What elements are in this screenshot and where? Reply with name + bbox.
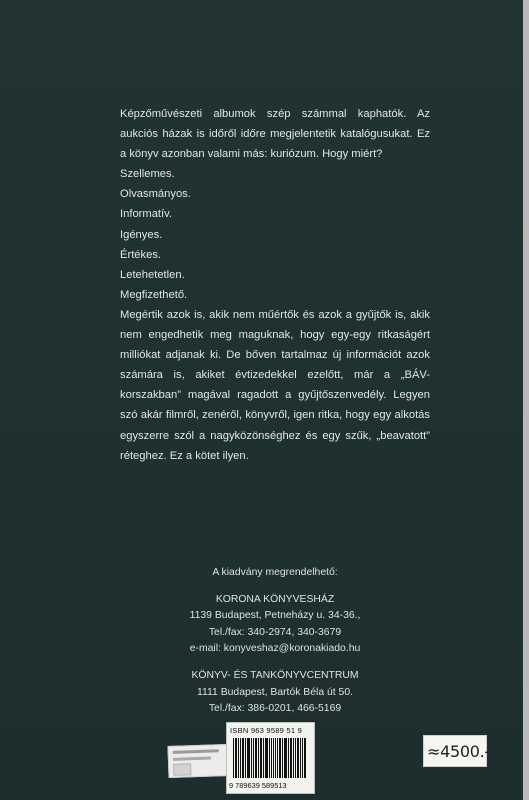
quality-line: Letehetetlen. xyxy=(120,268,185,281)
ordering-info xyxy=(160,565,390,718)
isbn-label: ISBN 963 9589 51 9 xyxy=(230,726,302,735)
quality-line: Igényes. xyxy=(120,228,163,241)
library-sticker xyxy=(167,744,228,778)
price-label: ≈4500.- xyxy=(427,742,490,761)
quality-line: Megfizethető. xyxy=(120,288,188,301)
blurb-text xyxy=(120,104,430,466)
quality-line: Olvasmányos. xyxy=(120,188,191,201)
ordering-intro: A kiadvány megrendelhető: xyxy=(212,567,338,578)
distributor-phone: Tel./fax: 386-0201, 466-5169 xyxy=(208,703,342,715)
price-sticker xyxy=(423,735,490,767)
distributor-phone: Tel./fax: 340-2974, 340-3679 xyxy=(208,626,342,638)
distributor-name: KORONA KÖNYVESHÁZ xyxy=(215,593,335,605)
distributor-name: KÖNYV- ÉS TANKÖNYVCENTRUM xyxy=(191,669,359,681)
barcode-icon xyxy=(233,738,307,778)
distributor-email: e-mail: konyveshaz@koronakiado.hu xyxy=(189,643,361,655)
isbn-barcode-box xyxy=(226,722,315,794)
barcode-number: 9 789639 589513 xyxy=(229,781,287,790)
quality-line: Szellemes. xyxy=(120,168,175,181)
blurb-closing: Megértik azok is, akik nem műértők és azok a gyűjtők is, akik nem engedhetik meg maguknak, hogy egy-egy ritkaságért milliókat adjanak ki. De bőven tartalmaz új információt azok számára is, akiket évtizedekkel ezelőtt, már a „BÁV-korszakban” magával ragadott a gyűjtőszenvedély. Legyen szó akár filmről, zenéről, könyvről, igen ritka, hogy egy alkotás egyszerre szól a nagyközönséghez és egy szűk, „beavatott” réteghez. Ez a kötet ilyen. xyxy=(120,308,430,462)
quality-line: Informatív. xyxy=(120,208,173,221)
blurb-intro: Képzőművészeti albumok szép számmal kaphatók. Az aukciós házak is időről időre megjelentetik katalógusukat. Ez a könyv azonban valami más: kuriózum. Hogy miért? xyxy=(120,108,430,161)
distributor-address: 1139 Budapest, Petneházy u. 34-36., xyxy=(189,610,361,622)
distributor-address: 1111 Budapest, Bartók Béla út 50. xyxy=(197,686,353,698)
quality-line: Értékes. xyxy=(120,248,162,261)
